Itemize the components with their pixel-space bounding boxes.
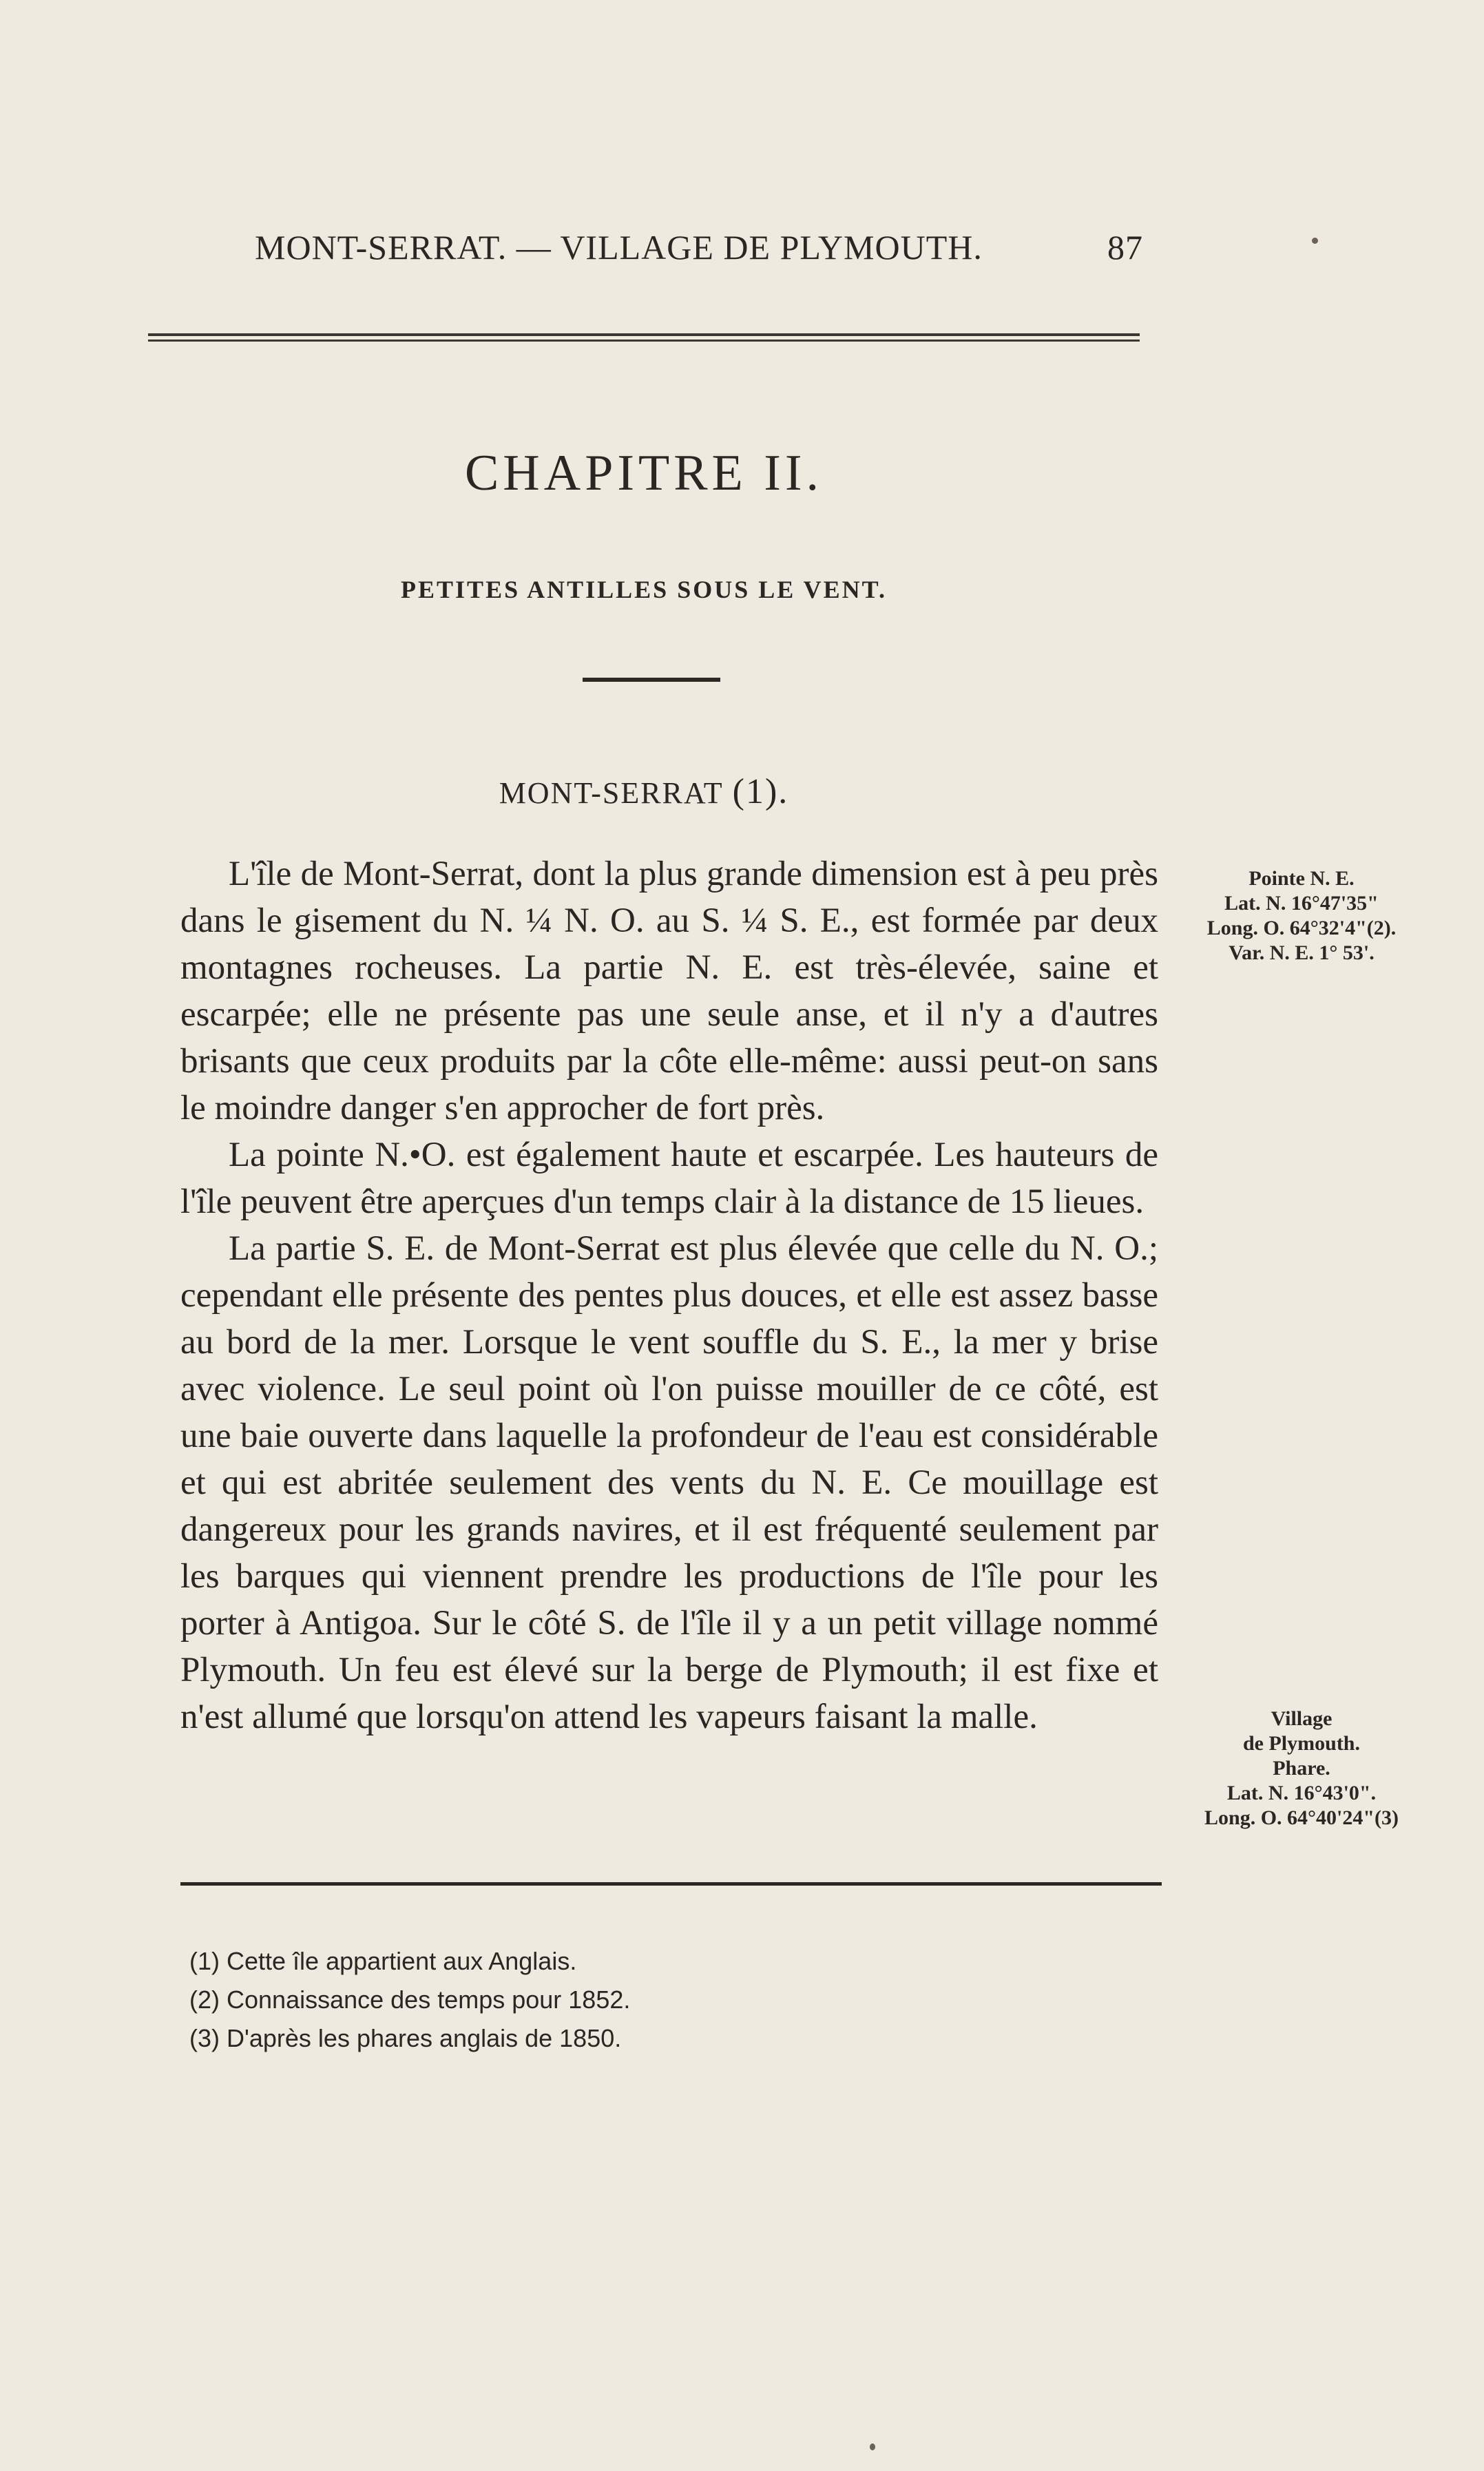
footnote: (3) D'après les phares anglais de 1850. (189, 2024, 622, 2052)
margin-note-line: Phare. (1273, 1757, 1330, 1780)
header-double-rule (148, 333, 1140, 343)
margin-note-line: Lat. N. 16°47'35" (1224, 892, 1379, 915)
ink-speck (870, 2443, 875, 2450)
footnote: (1) Cette île appartient aux Anglais. (189, 1947, 577, 1975)
margin-note-line: Long. O. 64°32'4"(2). (1206, 917, 1397, 939)
margin-note-line: Lat. N. 16°43'0". (1226, 1782, 1377, 1804)
paragraph: La partie S. E. de Mont-Serrat est plus élevée que celle du N. O.; cependant elle présente des pentes plus douces, et elle est assez basse au bord de la mer. Lorsque le vent souffle du S. E., la mer y brise avec violence. Le seul point où l'on puisse mouiller de ce côté, est une baie ouverte dans laquelle la profondeur de l'eau est considérable et qui est abritée seulement des vents du N. E. Ce mouillage est dangereux pour les grands navires, et il est fréquenté seulement par les barques qui viennent prendre les productions de l'île pour les porter à Antigoa. Sur le côté S. de l'île il y a un petit village nommé Plymouth. Un feu est élevé sur la berge de Plymouth; il est fixe et n'est allumé que lorsqu'on attend les vapeurs faisant la malle. (180, 1229, 1158, 1736)
margin-note-line: Long. O. 64°40'24"(3) (1204, 1806, 1399, 1829)
section-title (0, 771, 1288, 812)
margin-note-pointe-ne (1171, 866, 1432, 966)
margin-note-village (1171, 1707, 1432, 1831)
margin-note-line: Pointe N. E. (1248, 867, 1355, 890)
margin-note-line: Var. N. E. 1° 53'. (1229, 941, 1375, 964)
margin-note-line: de Plymouth. (1242, 1732, 1360, 1755)
section-footnote-ref: (1). (732, 772, 789, 811)
paragraph: La pointe N.•O. est également haute et escarpée. Les hauteurs de l'île peuvent être aperçues d'un temps clair à la distance de 15 lieues. (180, 1136, 1158, 1221)
chapter-title: CHAPITRE II. (464, 445, 824, 501)
margin-note-line: Village (1271, 1707, 1333, 1730)
section-name: MONT-SERRAT (499, 776, 724, 810)
footnote-rule (180, 1882, 1162, 1886)
page-number: 87 (1107, 228, 1143, 267)
footnote: (2) Connaissance des temps pour 1852. (189, 1985, 631, 2014)
footnotes (189, 1942, 1085, 2058)
ink-speck (1312, 238, 1318, 244)
section-divider (583, 678, 720, 682)
paragraph: L'île de Mont-Serrat, dont la plus grande dimension est à peu près dans le gisement du N. ¼ N. O. au S. ¼ S. E., est formée par deux montagnes rocheuses. La partie N. E. est très-élevée, saine et escarpée; elle ne présente pas une seule anse, et il n'y a d'autres brisants que ceux produits par la côte elle-même: aussi peut-on sans le moindre danger s'en approcher de fort près. (180, 855, 1158, 1127)
body-text (180, 851, 1158, 1740)
running-head-title: MONT-SERRAT. — VILLAGE DE PLYMOUTH. (255, 228, 983, 267)
chapter-subtitle: PETITES ANTILLES SOUS LE VENT. (401, 576, 887, 603)
